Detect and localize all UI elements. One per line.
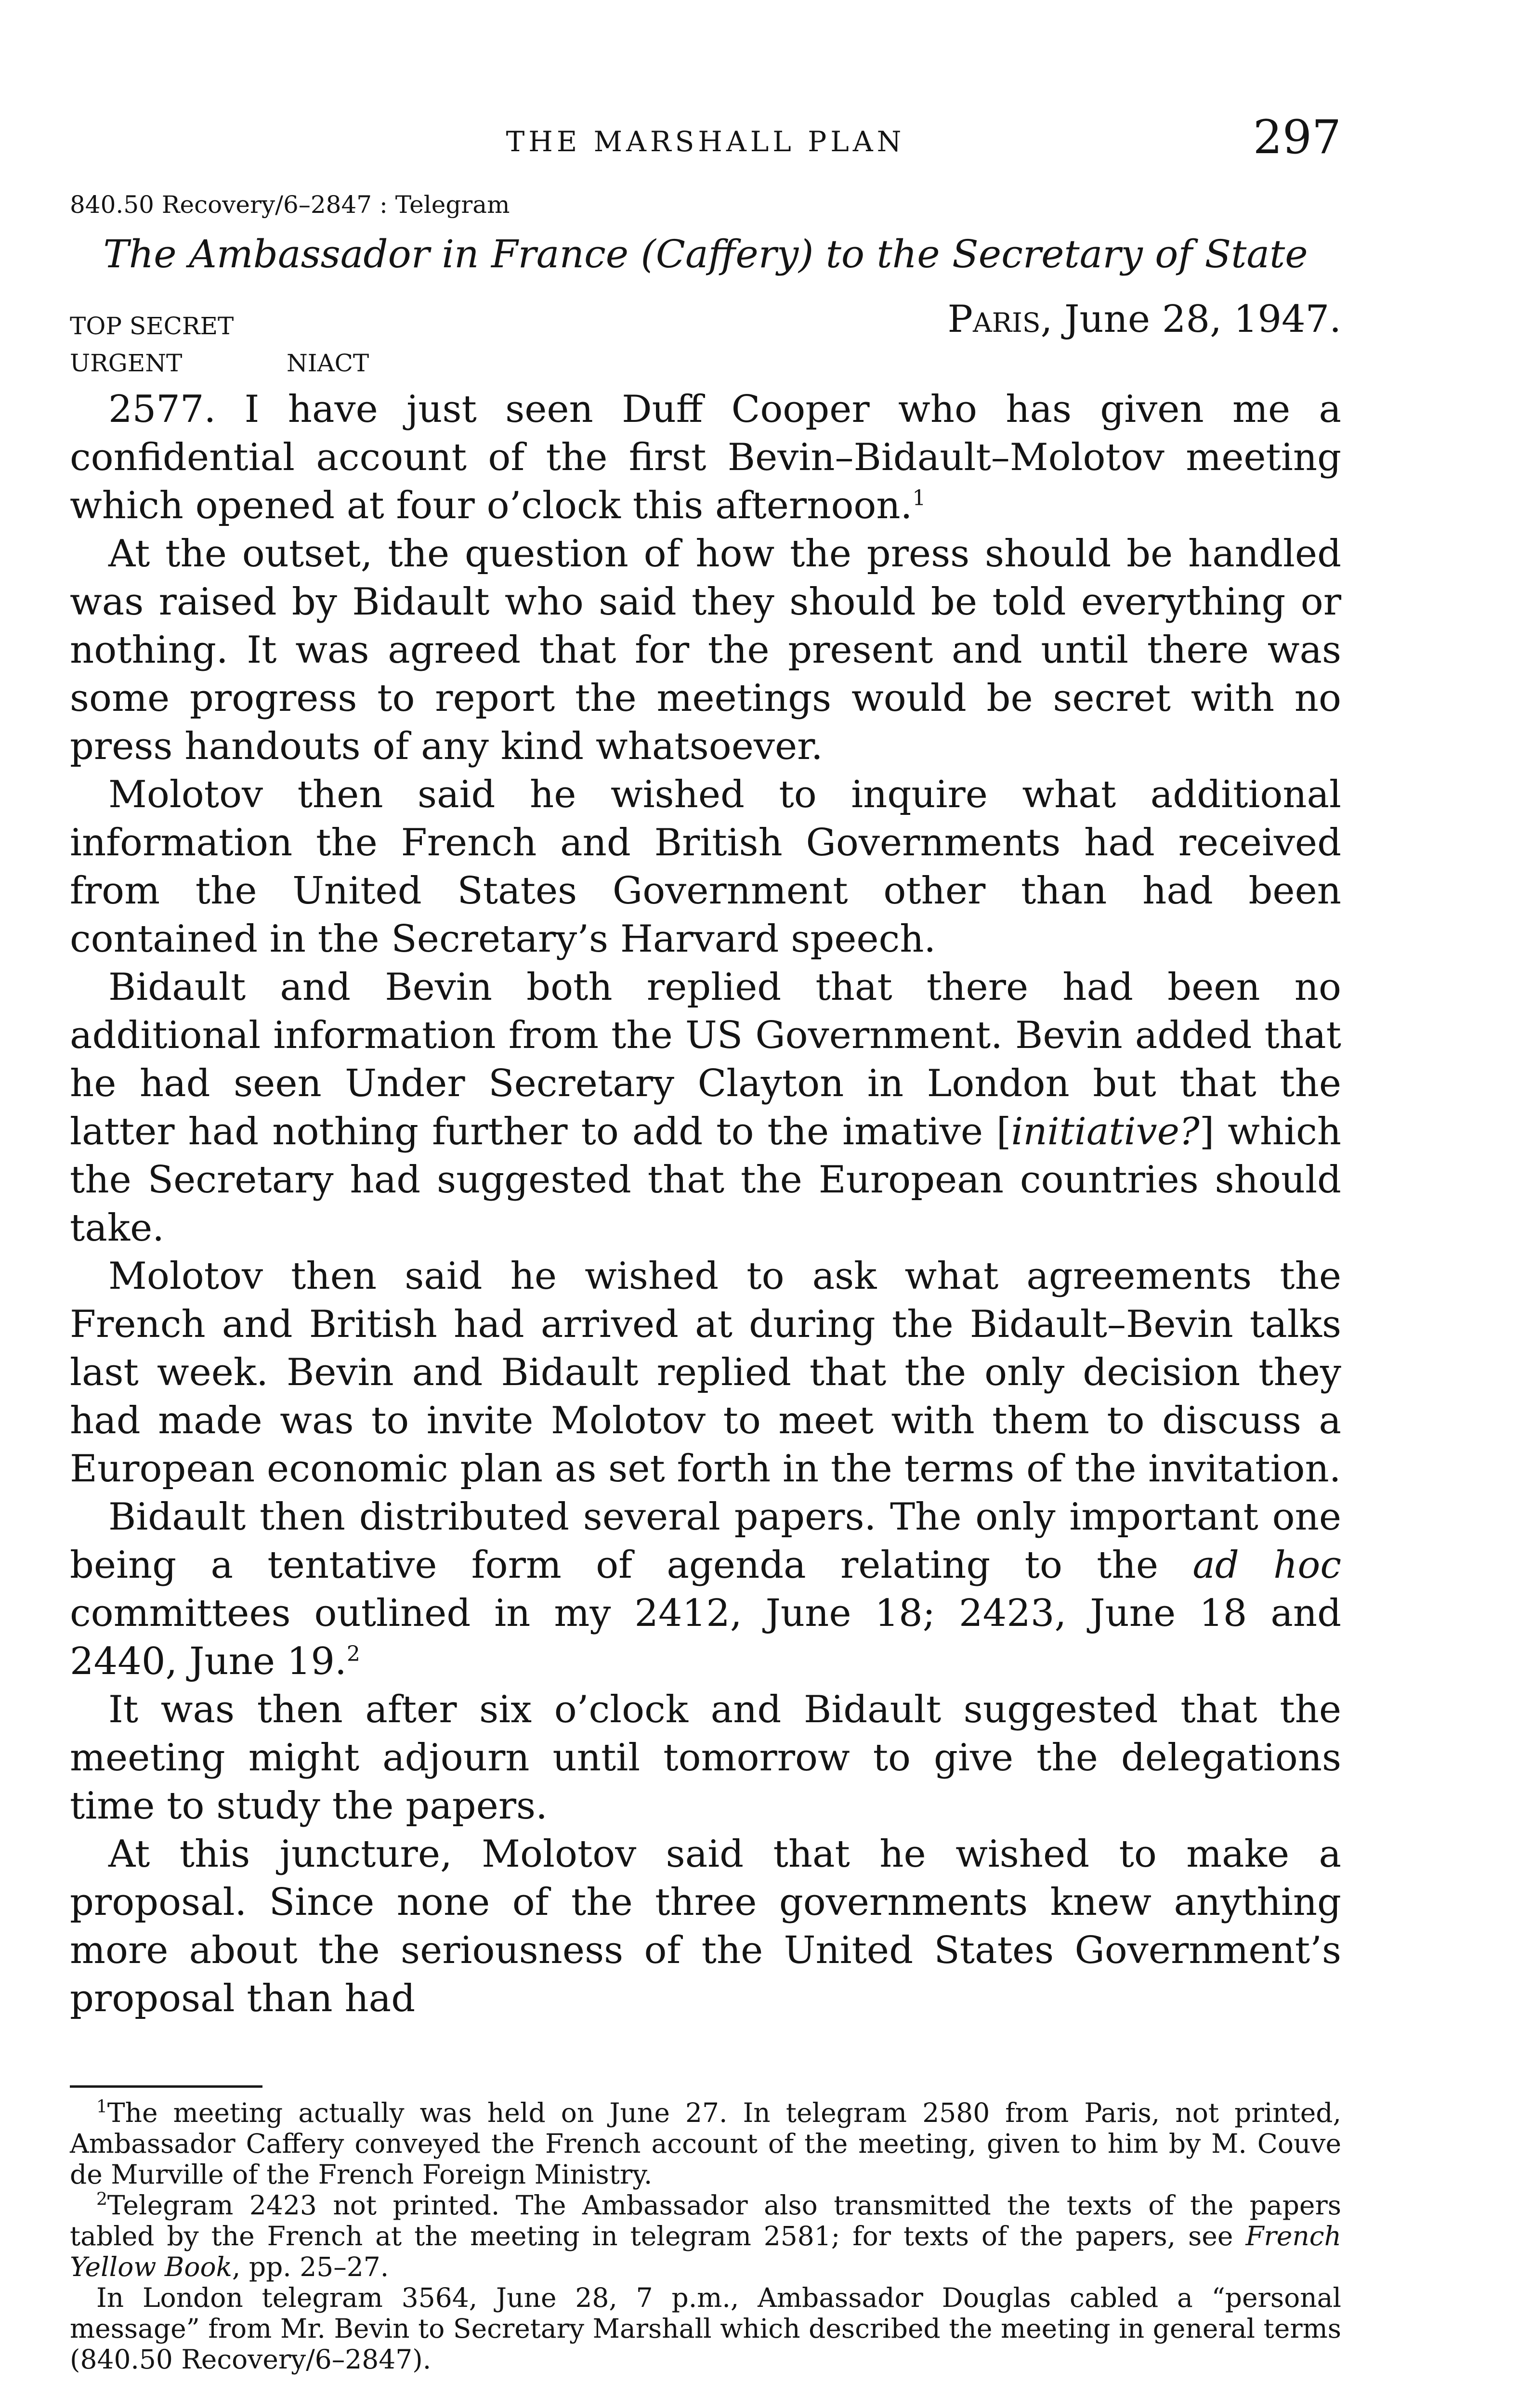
paragraph-6-text-a: Bidault then distributed several papers. The only important one being a tentative form of agenda relating to the (70, 1495, 1341, 1587)
priority-row (70, 349, 1341, 378)
dateline (948, 298, 1341, 341)
footnote-2-continued: In London telegram 3564, June 28, 7 p.m., Ambassador Douglas cabled a “personal message” from Mr. Bevin to Secretary Marshall which described the meeting in general terms (840.50 Recovery/6–2847). (70, 2282, 1341, 2375)
footnote-2-mark: 2 (96, 2189, 107, 2210)
document-title: The Ambassador in France (Caffery) to the Secretary of State (103, 232, 1308, 276)
paragraph-4 (70, 963, 1341, 1252)
footnote-2-text-a: Telegram 2423 not printed. The Ambassador also transmitted the texts of the papers tabled by the French at the meeting in telegram 2581; for texts of the papers, see (70, 2190, 1341, 2251)
paragraph-1 (70, 385, 1341, 530)
footnote-ref-1: 1 (912, 486, 926, 510)
paragraph-4-text-b: ] which the Secretary had suggested that the European countries should take. (70, 1110, 1341, 1250)
paragraph-6-text-b: committees outlined in my 2412, June 18; 2423, June 18 and 2440, June 19. (70, 1592, 1341, 1683)
footnote-1-mark: 1 (96, 2097, 107, 2117)
file-reference: 840.50 Recovery/6–2847 : Telegram (70, 191, 510, 219)
paragraph-6 (70, 1493, 1341, 1686)
footnote-ref-2: 2 (346, 1642, 360, 1666)
footnotes (70, 2097, 1341, 2375)
dateline-date: , June 28, 1947. (1040, 298, 1341, 341)
classification-row (70, 298, 1341, 346)
paragraph-4-text-a: Bidault and Bevin both replied that there had been no additional information from the US Government. Bevin added that he had seen Under Secretary Clayton in London but that the latter had nothing further to add to the imative [ (70, 966, 1341, 1153)
priority-urgent: URGENT (70, 349, 183, 377)
running-header (70, 111, 1341, 183)
telegram-body (70, 385, 1341, 2023)
paragraph-4-italic: initiative? (1011, 1110, 1200, 1153)
footnote-divider (70, 2085, 262, 2088)
paragraph-5: Molotov then said he wished to ask what agreements the French and British had arrived at during the Bidault–Bevin talks last week. Bevin and Bidault replied that the only decision they had made was to invite Molotov to meet with them to discuss a European economic plan as set forth in the terms of the invitation. (70, 1255, 1341, 1491)
paragraph-2: At the outset, the question of how the press should be handled was raised by Bidault who said they should be told everything or nothing. It was agreed that for the present and until there was some progress to report the meetings would be secret with no press handouts of any kind whatsoever. (70, 532, 1341, 768)
footnote-1 (70, 2097, 1341, 2190)
paragraph-3: Molotov then said he wished to inquire what additional information the French and British Governments had received from the United States Government other than had been contained in the Secretary’s Harvard speech. (70, 773, 1341, 961)
paragraph-1-text: 2577. I have just seen Duff Cooper who has given me a confidential account of the first Bevin–Bidault–Molotov meeting which opened at four o’clock this afternoon. (70, 388, 1341, 527)
running-title: THE MARSHALL PLAN (506, 125, 905, 158)
classification-label: TOP SECRET (70, 312, 234, 340)
dateline-place: Paris (947, 298, 1041, 341)
page (70, 111, 1341, 2375)
paragraph-7: It was then after six o’clock and Bidault suggested that the meeting might adjourn until tomorrow to give the delegations time to study the papers. (70, 1688, 1341, 1828)
paragraph-8: At this juncture, Molotov said that he wished to make a proposal. Since none of the three governments knew anything more about the seriousness of the United States Government’s proposal than had (70, 1832, 1341, 2020)
priority-niact: NIACT (287, 349, 369, 377)
footnote-2-text-b: , pp. 25–27. (232, 2251, 389, 2282)
footnote-1-text: The meeting actually was held on June 27. In telegram 2580 from Paris, not printed, Ambassador Caffery conveyed the French account of the meeting, given to him by M. Couve de Murville of the French Foreign Ministry. (70, 2097, 1341, 2190)
paragraph-6-italic: ad hoc (1192, 1544, 1342, 1587)
footnote-2-italic: French Yellow Book (70, 2221, 1341, 2282)
page-number: 297 (1253, 110, 1341, 164)
footnote-2 (70, 2190, 1341, 2282)
